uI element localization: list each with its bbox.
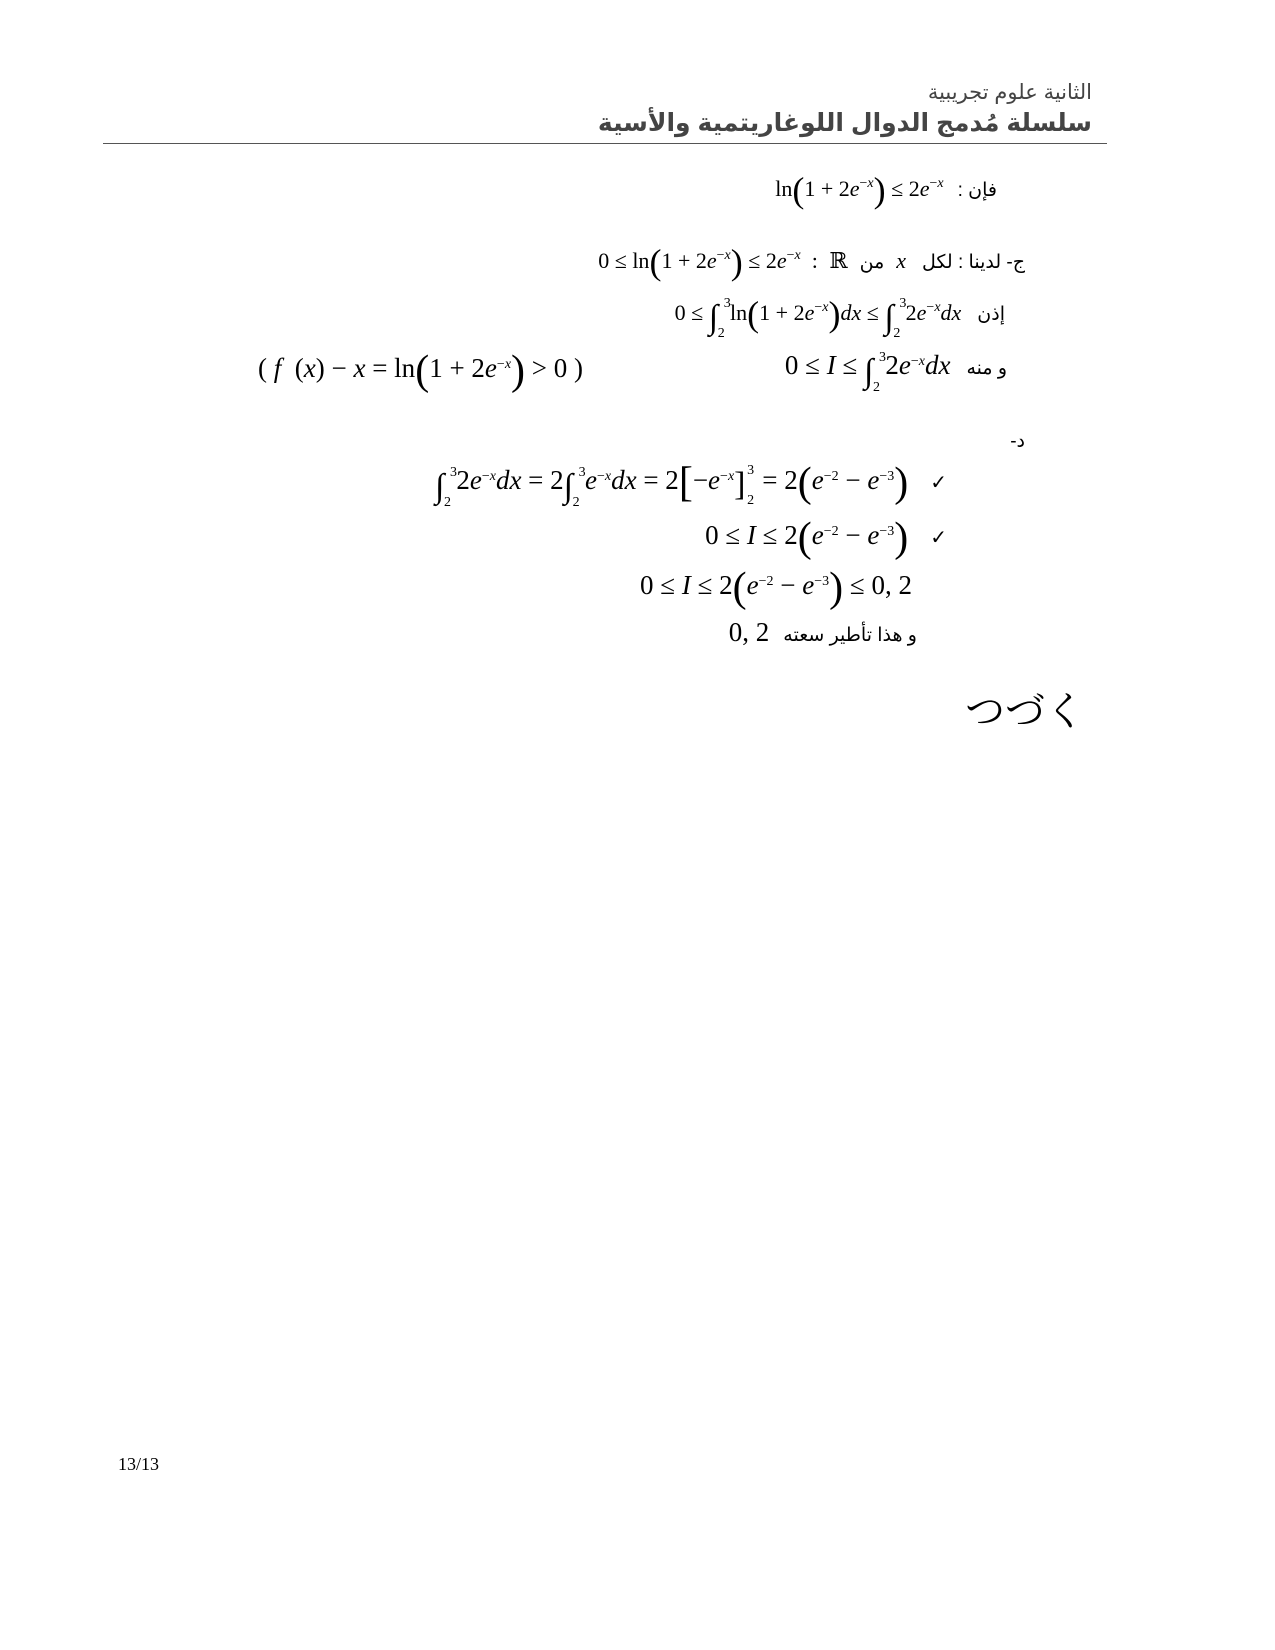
section-d-label: د- [1010,431,1025,452]
line-4-label: و منه [966,358,1007,379]
line-last [729,617,917,648]
header-divider [103,143,1107,144]
line-d3 [640,567,912,609]
check-icon: ✓ [930,525,947,549]
line-1 [775,172,997,208]
line-d2-formula: $0 \le I \le 2(e^{-2} - e^{-3})$ [705,515,909,561]
line-last-label: و هذا تأطير سعته [783,625,917,646]
line-2-from: من [859,252,885,273]
header-subtitle: الثانية علوم تجريبية [927,81,1092,104]
line-2-var: x [896,248,907,273]
line-last-value: 0, 2 [728,617,770,647]
line-d3-formula: $0 \le I \le 2(e^{-2} - e^{-3}) \le 0$, 2 [640,565,912,611]
header-title: سلسلة مُدمج الدوال اللوغاريتمية والأسية [597,109,1092,137]
line-d2 [705,517,947,559]
line-4-note [258,350,583,392]
line-d1 [435,460,947,510]
line-2-set: ℝ [829,248,848,273]
check-icon: ✓ [930,470,947,494]
line-4 [784,350,1007,395]
line-2 [598,244,1025,280]
line-1-label: فإن : [957,180,997,201]
page-number: 13/13 [118,1454,160,1474]
continue-text: つづく [965,689,1085,735]
line-3-label: إذن [977,304,1005,325]
line-4-note-formula: ( f $(x) - x = \ln(1 + 2e^{-x}) > 0$ ) [258,348,583,394]
line-3-formula: 0 ≤ ∫ 3 2 $\ln(1 + 2e^{-x})dx$ ≤ ∫ 3 2 $2e^{-x}dx$ [674,294,962,341]
line-2-formula: $0 \le \ln(1 + 2e^{-x}) \le 2e^{-x}$ : [598,242,824,282]
line-2-label: ج- لدينا : لكل [922,252,1025,273]
line-d1-formula: ∫ 3 2 $2e^{-x}dx = 2\int$ 3 2 $e^{-x}dx = 2[-e^{-x}]$ 3 2 = $2(e^{-2} - e^{-3})$ [435,460,909,510]
line-1-formula: $\ln(1 + 2e^{-x}) \le 2e^{-x}$ [775,170,944,210]
line-4-formula: 0 ≤ I ≤ ∫ 3 2 $2e^{-x}dx$ [784,350,951,395]
line-3 [674,294,1005,341]
